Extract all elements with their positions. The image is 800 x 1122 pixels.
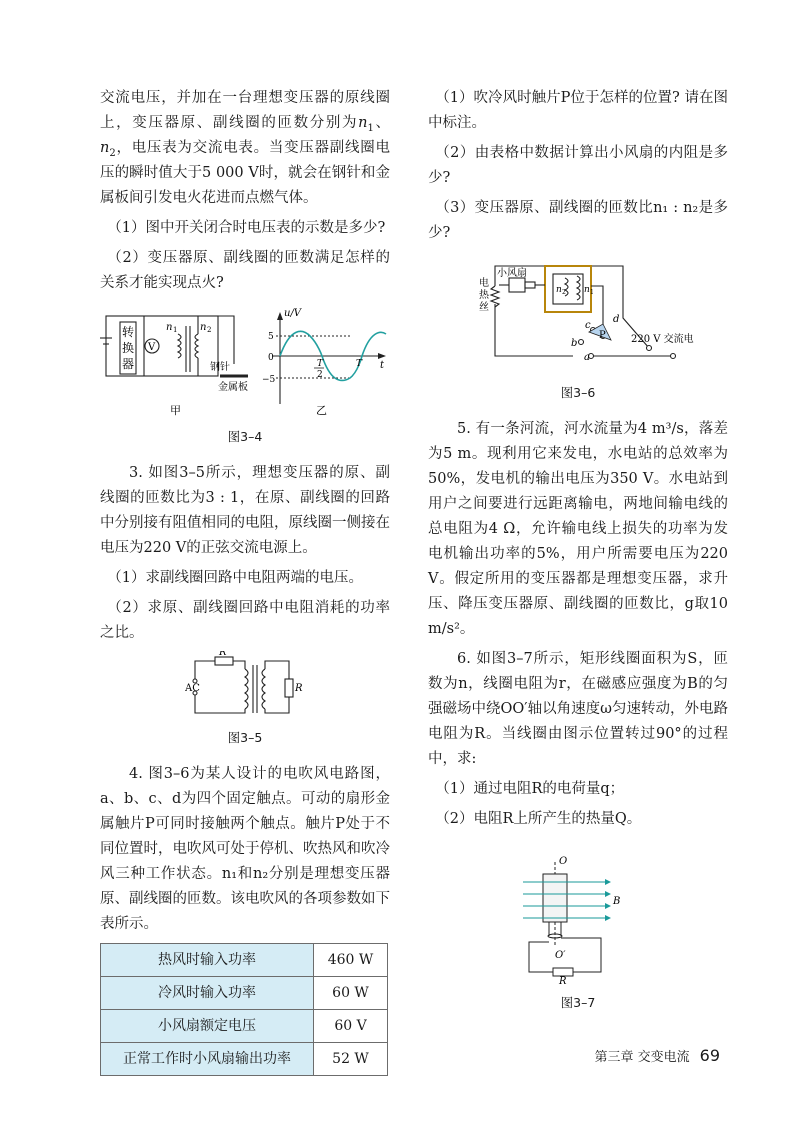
n2-sub: 2 xyxy=(562,289,566,296)
page-footer xyxy=(560,1046,720,1065)
n2-sub: 2 xyxy=(207,326,212,334)
heater-label-1: 电 xyxy=(479,278,489,289)
t-half-den: 2 xyxy=(317,370,323,380)
table-value: 60 W xyxy=(314,977,388,1010)
question-4-2: （2）由表格中数据计算出小风扇的内阻是多少? xyxy=(428,145,728,186)
y-tick-0: 0 xyxy=(268,353,274,363)
table-row xyxy=(101,944,388,977)
ac-label: AC xyxy=(185,683,200,694)
problem-4-text: 4. 图3–6为某人设计的电吹风电路图，a、b、c、d为四个固定触点。可动的扇形金属触片P可同时接触两个触点。触片P处于不同位置时，电吹风可处于停机、吹热风和吹冷风三种工作状态。n₁和n₂分别是理想变压器原、副线圈的匝数。该电吹风的各项参数如下表所示。 xyxy=(100,766,390,932)
problem-3-text: 3. 如图3–5所示，理想变压器的原、副线圈的匝数比为3 : 1，在原、副线圈的回路中分别接有阻值相同的电阻，原线圈一侧接在电压为220 V的正弦交流电源上。 xyxy=(100,465,390,556)
table-row xyxy=(101,1043,388,1076)
figure-3-7-caption: 图3–7 xyxy=(560,995,596,1010)
sub-figure-jia: 甲 xyxy=(170,404,181,417)
n1-sub: 1 xyxy=(173,326,178,334)
table-key: 小风扇额定电压 xyxy=(101,1010,314,1043)
table-row xyxy=(101,977,388,1010)
contact-a: a xyxy=(584,352,590,363)
heater-label-3: 丝 xyxy=(479,302,489,313)
resistor-right-label: R xyxy=(295,683,303,694)
figure-3-4-diagram xyxy=(100,308,390,418)
fan-label: 小风扇 xyxy=(497,268,527,279)
page-number: 69 xyxy=(699,1046,720,1065)
converter-label-2: 换 xyxy=(122,341,135,355)
contact-b: b xyxy=(571,338,578,349)
figure-3-4 xyxy=(100,308,390,418)
n2-label: n xyxy=(200,322,207,333)
left-column xyxy=(100,86,390,1076)
slider-p: P xyxy=(599,330,606,341)
table-value: 460 W xyxy=(314,944,388,977)
question-3-1: （1）求副线圈回路中电阻两端的电压。 xyxy=(107,570,363,586)
n1-label: n xyxy=(584,285,590,295)
axis-o-top: O xyxy=(559,856,568,867)
t-axis-label: t xyxy=(380,360,385,371)
figure-3-6-caption: 图3–6 xyxy=(560,385,596,400)
table-key: 正常工作时小风扇输出功率 xyxy=(101,1043,314,1076)
right-column xyxy=(428,86,728,1027)
resistor-top-label: R xyxy=(219,651,227,658)
question-4-1: （1）吹冷风时触片P位于怎样的位置? 请在图中标注。 xyxy=(428,90,728,131)
u-axis-label: u/V xyxy=(284,308,302,319)
table-row xyxy=(101,1010,388,1043)
figure-3-5-caption: 图3–5 xyxy=(227,730,263,745)
table-value: 52 W xyxy=(314,1043,388,1076)
figure-3-4-caption: 图3–4 xyxy=(227,429,263,444)
figure-3-7 xyxy=(523,854,633,984)
resistor-r-label: R xyxy=(559,976,567,984)
problem-5-text: 5. 有一条河流，河水流量为4 m³/s，落差为5 m。现利用它来发电，水电站的总效率为50%，发电机的输出电压为350 V。水电站到用户之间要进行远距离输电，两地间输电线的总电阻为4 Ω，允许输电线上损失的功率为发电机输出功率的5%，用户所需要电压为220 V。假定所用的变压器都是理想变压器，求升压、降压变压器原、副线圈的匝数比，g取10 m/s²。 xyxy=(428,421,728,637)
y-tick-5: 5 xyxy=(268,332,274,342)
figure-3-5 xyxy=(185,651,305,719)
hair-dryer-parameter-table xyxy=(100,943,388,1076)
source-label: 220 V 交流电 xyxy=(631,334,694,345)
figure-3-6-diagram xyxy=(453,256,703,374)
problem-2-text: 交流电压，并加在一台理想变压器的原线圈上，变压器原、副线圈的匝数分别为$n_1$、$n_2$，电压表为交流电表。当变压器副线圈电压的瞬时值大于5 000 V时，就会在钢针和金属板间引发电火花进而点燃气体。 xyxy=(100,90,391,206)
table-value: 60 V xyxy=(314,1010,388,1043)
voltmeter-label: V xyxy=(148,342,156,353)
n1-label: n xyxy=(166,322,173,333)
question-4-3: （3）变压器原、副线圈的匝数比n₁ : n₂是多少? xyxy=(428,200,728,241)
figure-3-7-diagram xyxy=(523,854,633,984)
needle-label: 钢针 xyxy=(210,362,230,373)
plate-label: 金属板 xyxy=(218,382,248,393)
table-key: 热风时输入功率 xyxy=(101,944,314,977)
heater-label-2: 热 xyxy=(479,290,489,301)
problem-6-text: 6. 如图3–7所示，矩形线圈面积为S，匝数为n，线圈电阻为r，在磁感应强度为B的匀强磁场中绕OO′轴以角速度ω匀速转动，外电路电阻为R。当线圈由图示位置转过90°的过程中，求: xyxy=(428,651,728,767)
contact-c: c xyxy=(585,320,591,331)
n2-label: n xyxy=(556,285,562,295)
t-full: T xyxy=(356,359,363,369)
field-b-label: B xyxy=(613,896,621,907)
y-tick-neg5: −5 xyxy=(262,375,276,385)
figure-3-6 xyxy=(453,256,703,374)
converter-label-1: 转 xyxy=(122,325,135,339)
sub-figure-yi: 乙 xyxy=(316,404,327,417)
question-6-1: （1）通过电阻R的电荷量q； xyxy=(435,781,625,797)
axis-o-bottom: O′ xyxy=(555,950,566,961)
t-half-num: T xyxy=(317,359,324,369)
question-2-2: （2）变压器原、副线圈的匝数满足怎样的关系才能实现点火? xyxy=(100,250,390,291)
contact-d: d xyxy=(613,314,620,325)
question-3-2: （2）求原、副线圈回路中电阻消耗的功率之比。 xyxy=(100,600,390,641)
figure-3-5-diagram xyxy=(185,651,305,719)
n1-sub: 1 xyxy=(590,289,594,296)
converter-label-3: 器 xyxy=(122,357,135,371)
question-6-2: （2）电阻R上所产生的热量Q。 xyxy=(435,811,642,827)
table-key: 冷风时输入功率 xyxy=(101,977,314,1010)
chapter-title: 第三章 交变电流 xyxy=(594,1050,690,1065)
question-2-1: （1）图中开关闭合时电压表的示数是多少? xyxy=(107,220,386,236)
